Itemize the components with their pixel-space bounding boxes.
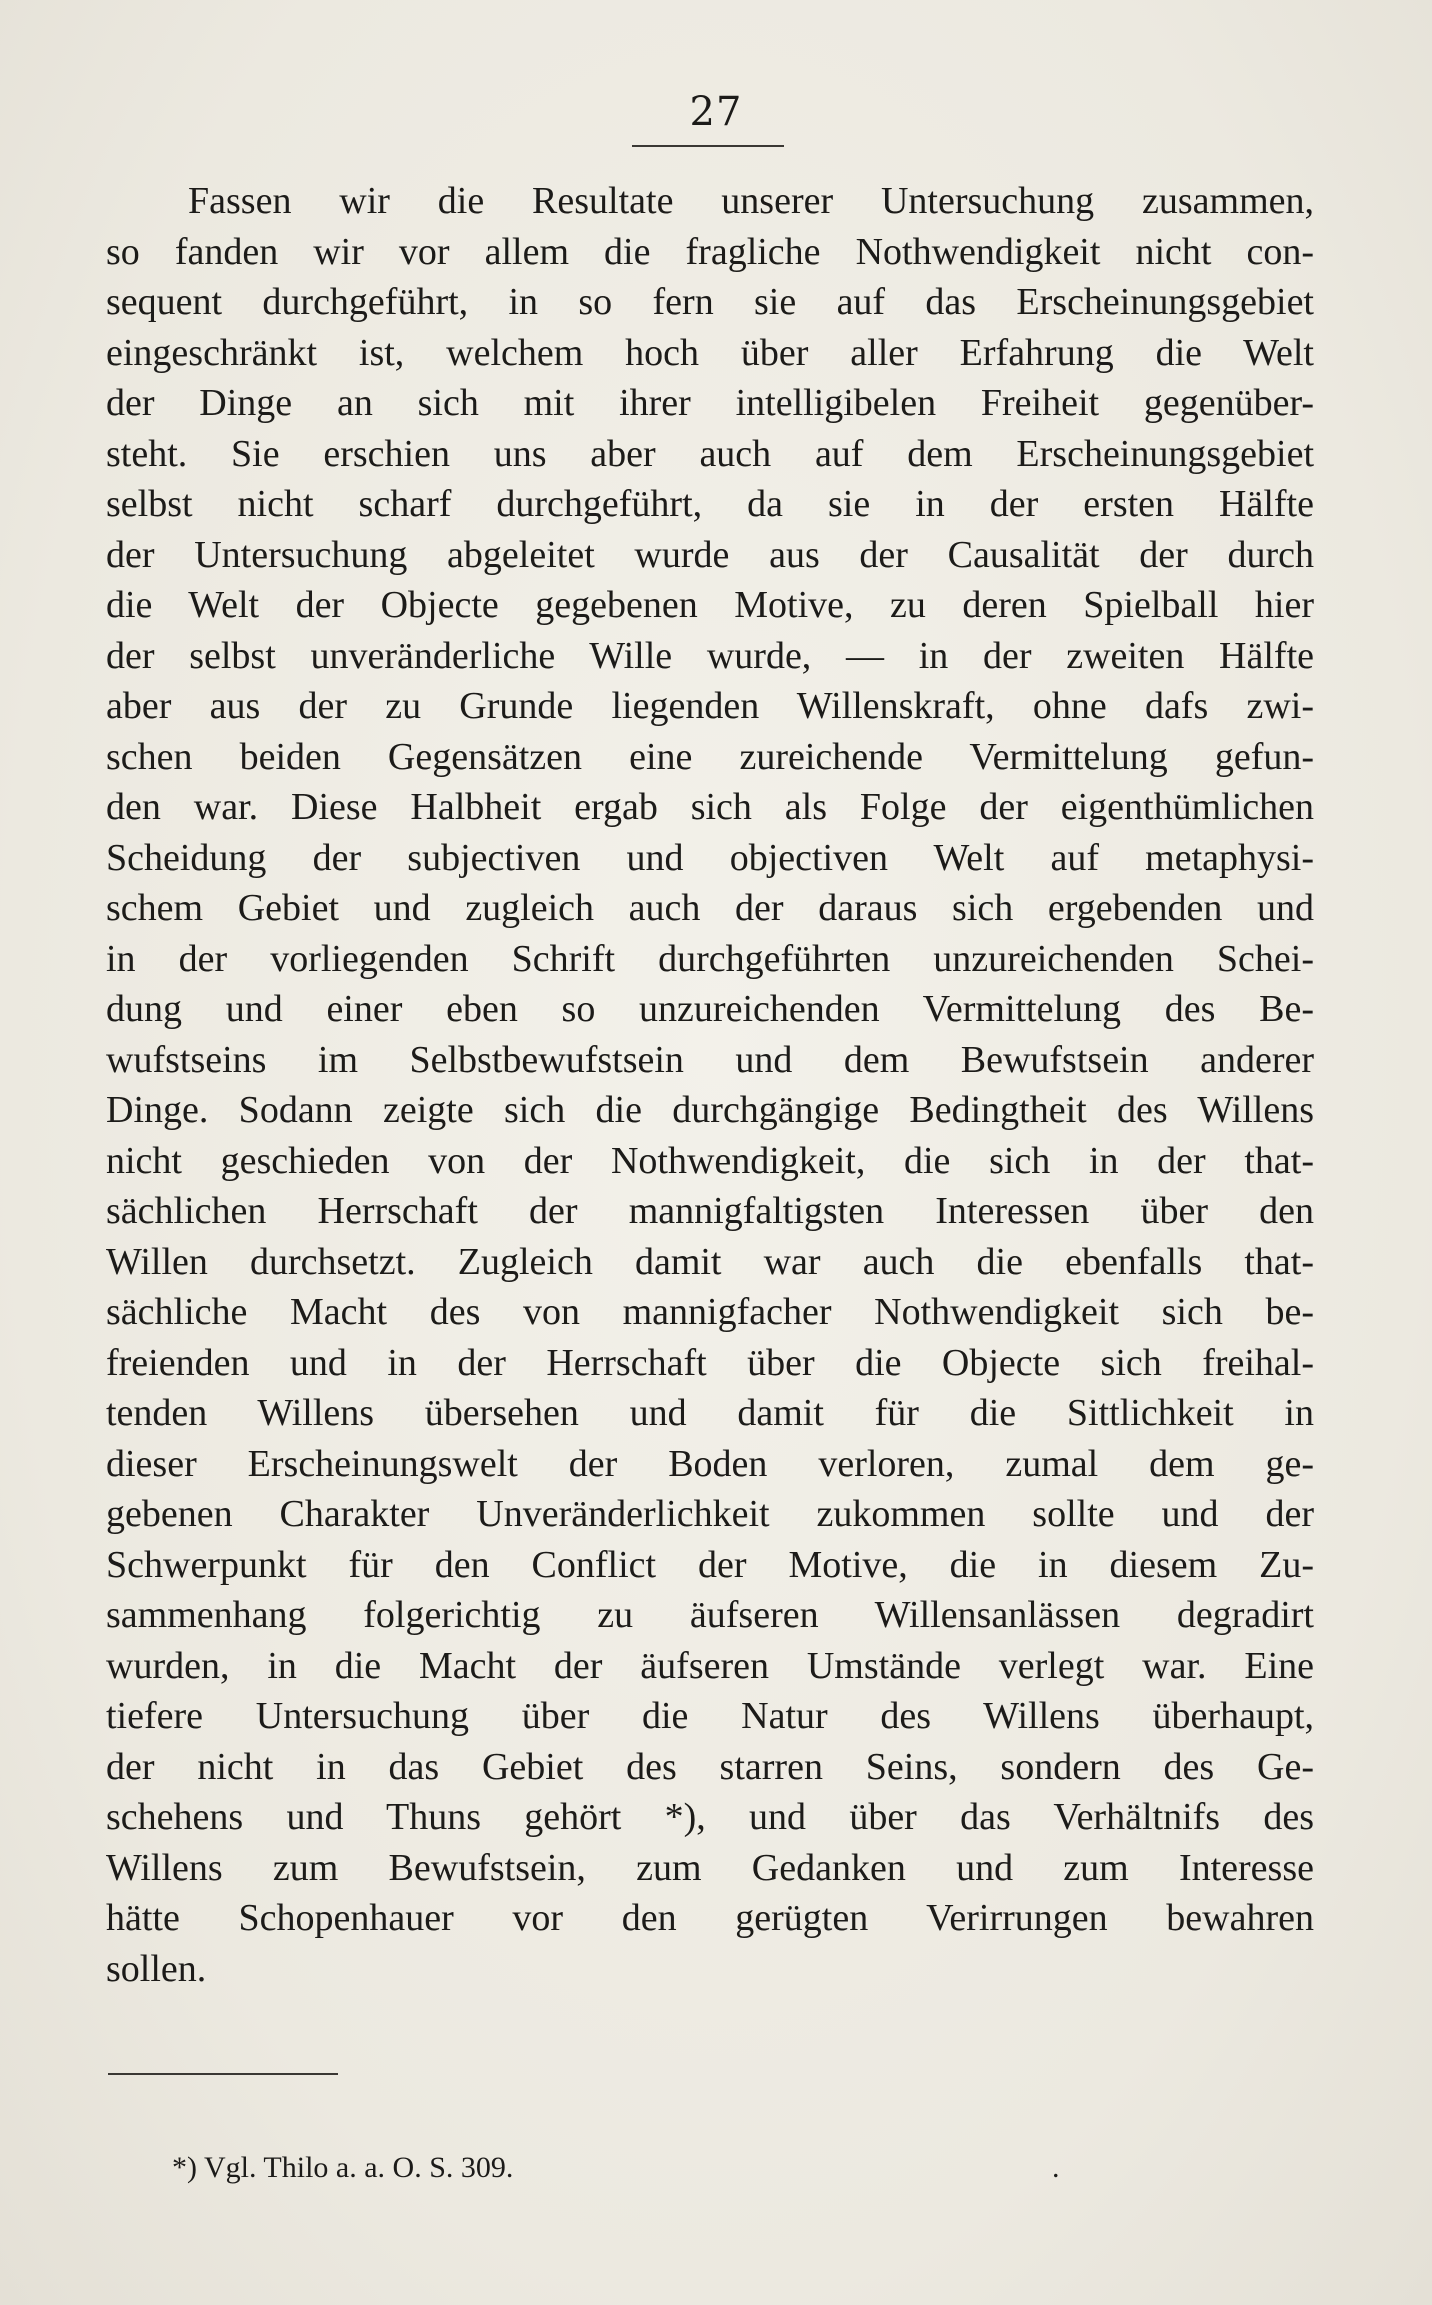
text-line: eingeschränkt ist, welchem hoch über aller Erfahrung die Welt bbox=[106, 331, 1314, 374]
text-line: sächliche Macht des von mannigfacher Nothwendigkeit sich be- bbox=[106, 1291, 1314, 1333]
text-line: gebenen Charakter Unveränderlichkeit zukommen sollte und der bbox=[106, 1493, 1314, 1535]
header-rule bbox=[632, 145, 784, 147]
text-line: dung und einer eben so unzureichenden Vermittelung des Be- bbox=[106, 988, 1314, 1030]
text-line: dieser Erscheinungswelt der Boden verloren, zumal dem ge- bbox=[106, 1442, 1314, 1485]
text-line: Willens zum Bewufstsein, zum Gedanken und zum Interesse bbox=[106, 1846, 1314, 1889]
text-line: so fanden wir vor allem die fragliche Nothwendigkeit nicht con- bbox=[106, 230, 1314, 273]
text-line: die Welt der Objecte gegebenen Motive, zu deren Spielball hier bbox=[106, 584, 1314, 626]
text-line: schehens und Thuns gehört *), und über das Verhältnifs des bbox=[106, 1796, 1314, 1838]
page-number: 27 bbox=[689, 89, 743, 135]
text-line: der nicht in das Gebiet des starren Seins, sondern des Ge- bbox=[106, 1745, 1314, 1788]
text-line: wufstseins im Selbstbewufstsein und dem Bewufstsein anderer bbox=[106, 1038, 1314, 1081]
text-line: Dinge. Sodann zeigte sich die durchgängige Bedingtheit des Willens bbox=[106, 1089, 1314, 1131]
text-line: selbst nicht scharf durchgeführt, da sie in der ersten Hälfte bbox=[106, 483, 1314, 525]
text-line: tiefere Untersuchung über die Natur des Willens überhaupt, bbox=[106, 1695, 1314, 1737]
text-line: den war. Diese Halbheit ergab sich als Folge der eigenthümlichen bbox=[106, 786, 1314, 828]
text-line: schem Gebiet und zugleich auch der daraus sich ergebenden und bbox=[106, 887, 1314, 929]
text-line: Scheidung der subjectiven und objectiven Welt auf metaphysi- bbox=[106, 836, 1314, 879]
footnote: *) Vgl. Thilo a. a. O. S. 309. bbox=[172, 2151, 514, 2184]
text-line: Willen durchsetzt. Zugleich damit war auch die ebenfalls that- bbox=[106, 1240, 1314, 1283]
text-line: schen beiden Gegensätzen eine zureichende Vermittelung gefun- bbox=[106, 735, 1314, 778]
text-line: in der vorliegenden Schrift durchgeführten unzureichenden Schei- bbox=[106, 937, 1314, 980]
text-line: sammenhang folgerichtig zu äufseren Willensanlässen degradirt bbox=[106, 1594, 1314, 1636]
text-line: sollen. bbox=[106, 1947, 207, 1990]
text-line: Schwerpunkt für den Conflict der Motive, die in diesem Zu- bbox=[106, 1543, 1314, 1586]
body-paragraph bbox=[106, 176, 1314, 1994]
footnote-trailing-mark: . bbox=[1052, 2151, 1060, 2184]
text-line: wurden, in die Macht der äufseren Umstände verlegt war. Eine bbox=[106, 1644, 1314, 1687]
text-line: hätte Schopenhauer vor den gerügten Verirrungen bewahren bbox=[106, 1897, 1314, 1939]
text-line: der selbst unveränderliche Wille wurde, — in der zweiten Hälfte bbox=[106, 634, 1314, 677]
text-line: aber aus der zu Grunde liegenden Willenskraft, ohne dafs zwi- bbox=[106, 685, 1314, 727]
text-line: freienden und in der Herrschaft über die Objecte sich freihal- bbox=[106, 1341, 1314, 1384]
text-line: sequent durchgeführt, in so fern sie auf das Erscheinungsgebiet bbox=[106, 281, 1314, 323]
text-line: der Untersuchung abgeleitet wurde aus der Causalität der durch bbox=[106, 533, 1314, 576]
text-line: nicht geschieden von der Nothwendigkeit, die sich in der that- bbox=[106, 1139, 1314, 1182]
text-line: der Dinge an sich mit ihrer intelligibelen Freiheit gegenüber- bbox=[106, 382, 1314, 424]
footnote-rule bbox=[108, 2073, 338, 2075]
text-line: sächlichen Herrschaft der mannigfaltigsten Interessen über den bbox=[106, 1190, 1314, 1232]
text-line: steht. Sie erschien uns aber auch auf dem Erscheinungsgebiet bbox=[106, 432, 1314, 475]
text-line: Fassen wir die Resultate unserer Untersuchung zusammen, bbox=[188, 180, 1314, 222]
text-line: tenden Willens übersehen und damit für die Sittlichkeit in bbox=[106, 1392, 1314, 1434]
